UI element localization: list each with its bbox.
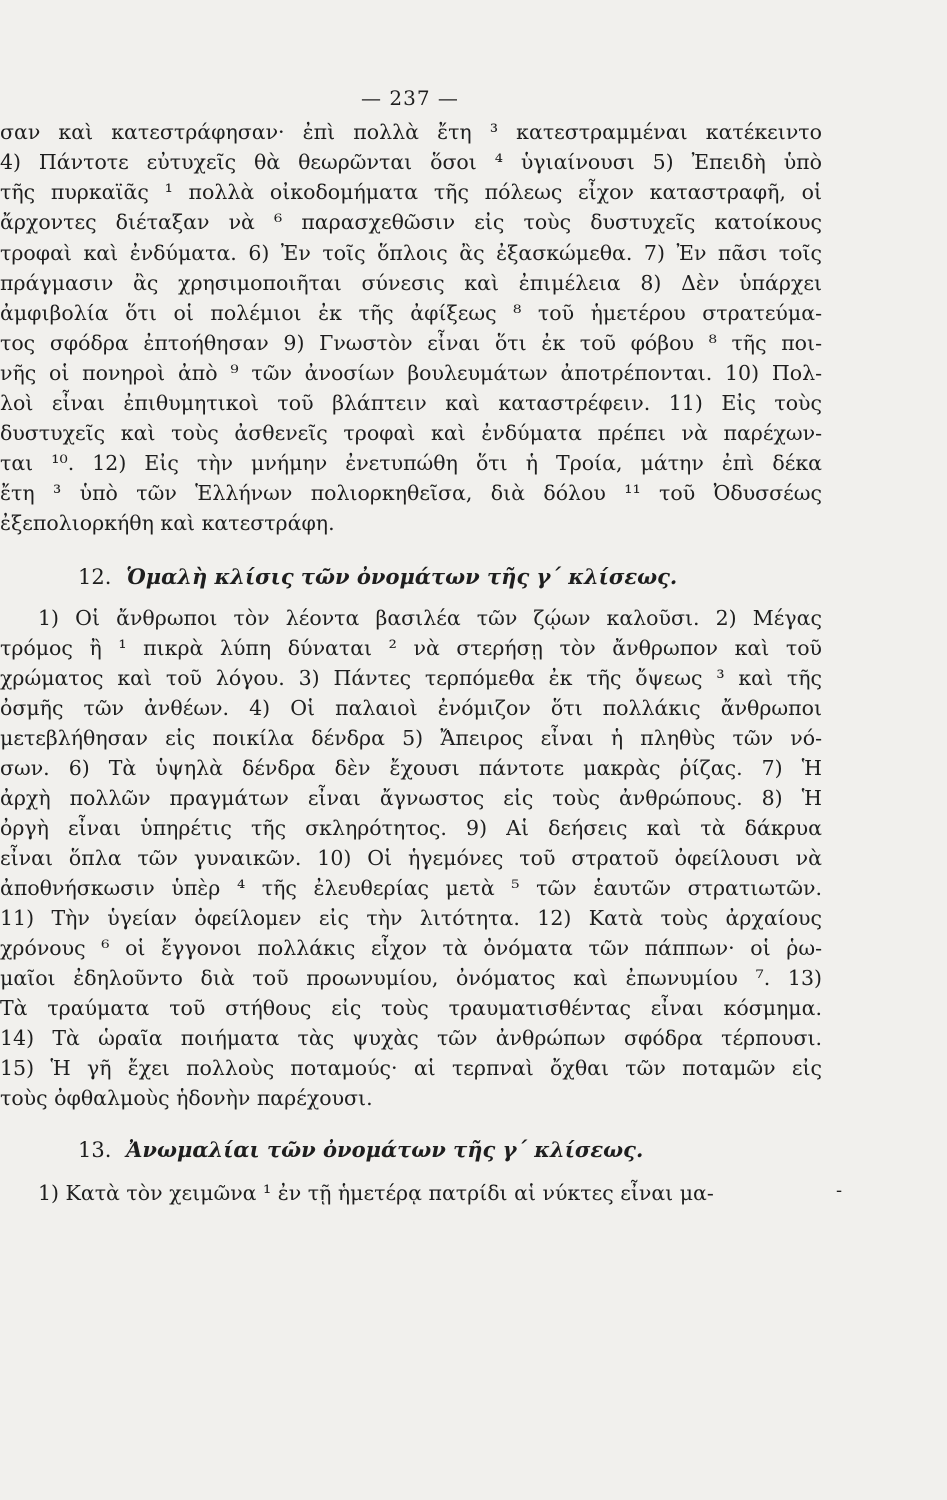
text-line: νῆς οἱ πονηροὶ ἀπὸ ⁹ τῶν ἀνοσίων βουλευμάτων ἀποτρέπονται. 10) Πολ- — [0, 361, 822, 385]
section-title: Ἀνωμαλίαι τῶν ὀνομάτων τῆς γ΄ κλίσεως. — [126, 1137, 644, 1162]
text-line: τοὺς ὀφθαλμοὺς ἡδονὴν παρέχουσι. — [0, 1086, 373, 1110]
text-line: 11) Τὴν ὑγείαν ὀφείλομεν εἰς τὴν λιτότητα. 12) Κατὰ τοὺς ἀρχαίους — [0, 906, 822, 930]
section-heading — [78, 1135, 818, 1165]
text-line: σαν καὶ κατεστράφησαν· ἐπὶ πολλὰ ἔτη ³ κατεστραμμέναι κατέκειντο — [0, 120, 822, 144]
section-title: Ὁμαλὴ κλίσις τῶν ὀνομάτων τῆς γ΄ κλίσεως. — [126, 564, 678, 589]
text-line: τροφαὶ καὶ ἐνδύματα. 6) Ἐν τοῖς ὅπλοις ἂς ἐξασκώμεθα. 7) Ἐν πᾶσι τοῖς — [0, 241, 822, 265]
text-line: ὀσμῆς τῶν ἀνθέων. 4) Οἱ παλαιοὶ ἐνόμιζον ὅτι πολλάκις ἄνθρωποι — [0, 696, 822, 720]
text-line: Τὰ τραύματα τοῦ στήθους εἰς τοὺς τραυματισθέντας εἶναι κόσμημα. — [0, 996, 822, 1020]
section-number: 13. — [78, 1138, 112, 1162]
section-number: 12. — [78, 565, 112, 589]
text-line: μαῖοι ἐδηλοῦντο διὰ τοῦ προωνυμίου, ὀνόματος καὶ ἐπωνυμίου ⁷. 13) — [0, 966, 822, 990]
text-line: εἶναι ὅπλα τῶν γυναικῶν. 10) Οἱ ἡγεμόνες τοῦ στρατοῦ ὀφείλουσι νὰ — [0, 846, 822, 870]
text-line: τῆς πυρκαϊᾶς ¹ πολλὰ οἰκοδομήματα τῆς πόλεως εἶχον καταστραφῆ, οἱ — [0, 180, 822, 204]
text-line: 15) Ἡ γῆ ἔχει πολλοὺς ποταμούς· αἱ τερπναὶ ὄχθαι τῶν ποταμῶν εἰς — [0, 1056, 822, 1080]
text-line: ἄρχοντες διέταξαν νὰ ⁶ παρασχεθῶσιν εἰς τοὺς δυστυχεῖς κατοίκους — [0, 210, 822, 234]
text-line: χρώματος καὶ τοῦ λόγου. 3) Πάντες τερπόμεθα ἐκ τῆς ὄψεως ³ καὶ τῆς — [0, 666, 822, 690]
text-line: μετεβλήθησαν εἰς ποικίλα δένδρα 5) Ἄπειρος εἶναι ἡ πληθὺς τῶν νό- — [0, 726, 822, 750]
text-line: τρόμος ἢ ¹ πικρὰ λύπη δύναται ² νὰ στερήσῃ τὸν ἄνθρωπον καὶ τοῦ — [0, 636, 822, 660]
text-line: ὀργὴ εἶναι ὑπηρέτις τῆς σκληρότητος. 9) Αἱ δεήσεις καὶ τὰ δάκρυα — [0, 816, 822, 840]
text-line: ἐξεπολιορκήθη καὶ κατεστράφη. — [0, 511, 335, 535]
text-line: ται ¹⁰. 12) Εἰς τὴν μνήμην ἐνετυπώθη ὅτι ἡ Τροία, μάτην ἐπὶ δέκα — [0, 451, 822, 475]
hyphen-mark: - — [836, 1180, 843, 1201]
text-line: σων. 6) Τὰ ὑψηλὰ δένδρα δὲν ἔχουσι πάντοτε μακρὰς ῥίζας. 7) Ἡ — [0, 756, 822, 780]
text-line: 1) Κατὰ τὸν χειμῶνα ¹ ἐν τῇ ἡμετέρᾳ πατρίδι αἱ νύκτες εἶναι μα- — [38, 1181, 714, 1205]
text-line: ἔτη ³ ὑπὸ τῶν Ἑλλήνων πολιορκηθεῖσα, διὰ δόλου ¹¹ τοῦ Ὀδυσσέως — [0, 481, 822, 505]
text-line: ἀποθνήσκωσιν ὑπὲρ ⁴ τῆς ἐλευθερίας μετὰ ⁵ τῶν ἑαυτῶν στρατιωτῶν. — [0, 876, 822, 900]
text-line: πράγμασιν ἂς χρησιμοποιῆται σύνεσις καὶ ἐπιμέλεια 8) Δὲν ὑπάρχει — [0, 271, 822, 295]
text-line: ἀρχὴ πολλῶν πραγμάτων εἶναι ἄγνωστος εἰς τοὺς ἀνθρώπους. 8) Ἡ — [0, 786, 822, 810]
page-number: — 237 — — [361, 86, 459, 110]
text-line: χρόνους ⁶ οἱ ἔγγονοι πολλάκις εἶχον τὰ ὀνόματα τῶν πάππων· οἱ ῥω- — [0, 936, 822, 960]
text-line: ἀμφιβολία ὅτι οἱ πολέμιοι ἐκ τῆς ἀφίξεως ⁸ τοῦ ἡμετέρου στρατεύμα- — [0, 301, 822, 325]
section-heading — [78, 562, 818, 592]
text-line: 14) Τὰ ὡραῖα ποιήματα τὰς ψυχὰς τῶν ἀνθρώπων σφόδρα τέρπουσι. — [0, 1026, 822, 1050]
text-line: 4) Πάντοτε εὐτυχεῖς θὰ θεωρῶνται ὅσοι ⁴ ὑγιαίνουσι 5) Ἐπειδὴ ὑπὸ — [0, 150, 822, 174]
text-line: τος σφόδρα ἐπτοήθησαν 9) Γνωστὸν εἶναι ὅτι ἐκ τοῦ φόβου ⁸ τῆς ποι- — [0, 331, 822, 355]
text-line: δυστυχεῖς καὶ τοὺς ἀσθενεῖς τροφαὶ καὶ ἐνδύματα πρέπει νὰ παρέχων- — [0, 421, 822, 445]
text-line: λοὶ εἶναι ἐπιθυμητικοὶ τοῦ βλάπτειν καὶ καταστρέφειν. 11) Εἰς τοὺς — [0, 391, 822, 415]
text-line: 1) Οἱ ἄνθρωποι τὸν λέοντα βασιλέα τῶν ζῴων καλοῦσι. 2) Μέγας — [38, 606, 822, 630]
